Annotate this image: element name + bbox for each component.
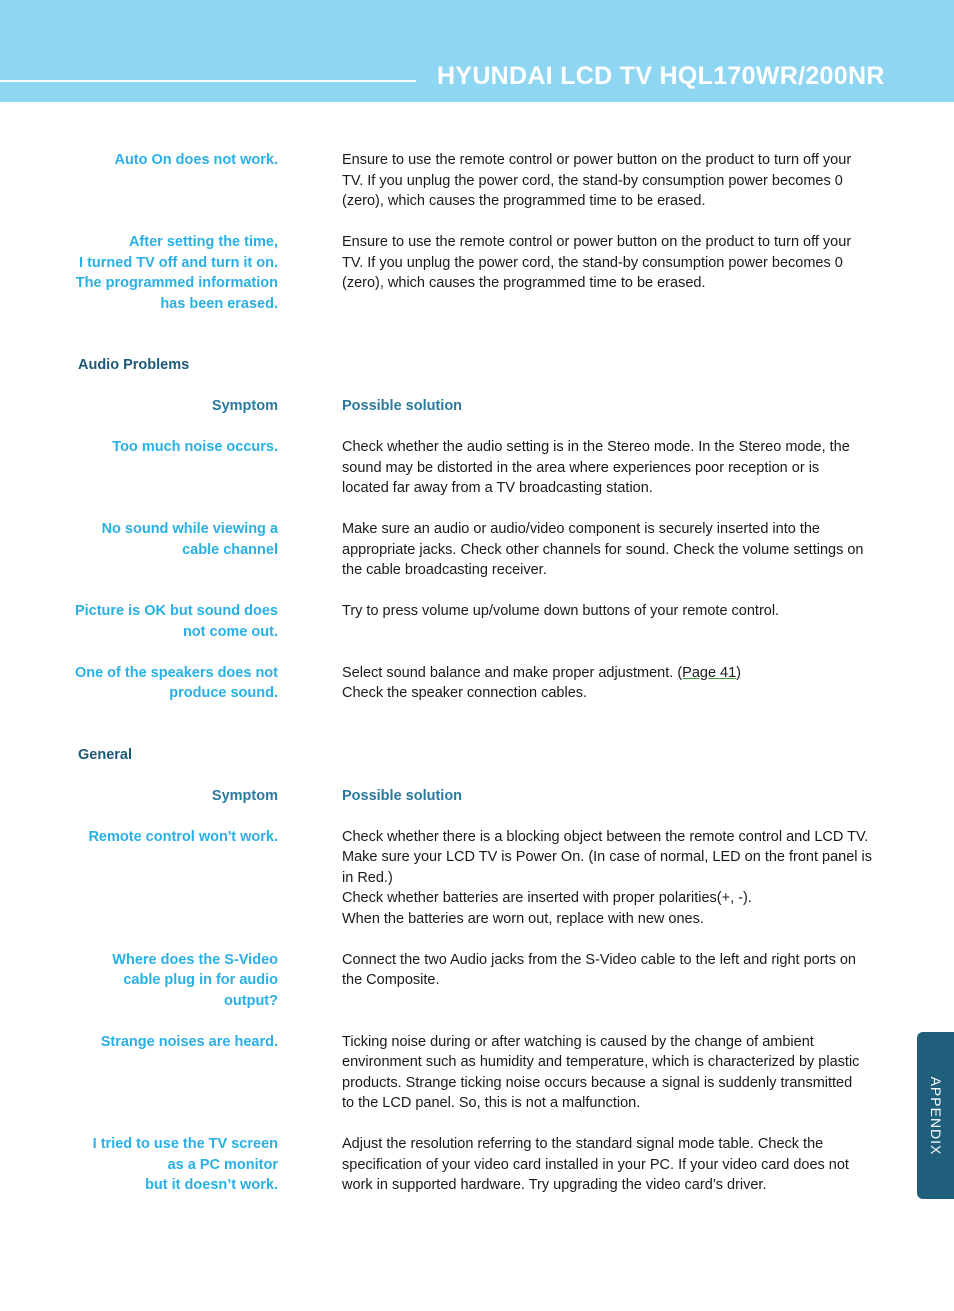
page-title: HYUNDAI LCD TV HQL170WR/200NR (437, 62, 885, 90)
symptom-column-header: Symptom (211, 787, 278, 804)
solution-text: Ticking noise during or after watching is caused by the change of ambient environment such as humidity and temperature, which is characterized by plastic products. Strange ticking noise occurs because a signal is suddenly transmitted to the LCD panel. So, this is not a malfunction. (342, 1033, 860, 1111)
solution-text: Ensure to use the remote control or power button on the product to turn off your TV. If you unplug the power cord, the stand-by consumption power becomes 0 (zero), which causes the programmed time to be erased. (342, 234, 852, 291)
section-title-general: General (78, 746, 132, 763)
table-row (0, 150, 954, 212)
header-rule (0, 80, 416, 82)
table-row (0, 1032, 954, 1114)
symptom-text: I tried to use the TV screen as a PC monitor but it doesn’t work. (92, 1136, 278, 1193)
solution-text: Adjust the resolution referring to the standard signal mode table. Check the specification of your video card installed in your PC. If your video card does not work in supported hardware. Try upgrading the video card’s driver. (342, 1136, 849, 1193)
solution-text: Try to press volume up/volume down buttons of your remote control. (342, 603, 780, 619)
solution-text: Check whether there is a blocking object between the remote control and LCD TV. Make sure your LCD TV is Power On. (In case of normal, LED on the front panel is in Red.) Check whether batteries are inserted with proper polarities(+, -). When the batteries are worn out, replace with new ones. (342, 828, 873, 927)
symptom-text: Remote control won't work. (88, 828, 278, 845)
solution-text: Ensure to use the remote control or power button on the product to turn off your TV. If you unplug the power cord, the stand-by consumption power becomes 0 (zero), which causes the programmed time to be erased. (342, 152, 852, 209)
solution-column-header: Possible solution (342, 787, 463, 804)
symptom-text: One of the speakers does not produce sound. (74, 664, 278, 701)
table-row (0, 601, 954, 642)
table-header (0, 396, 954, 417)
symptom-text: Too much noise occurs. (112, 439, 278, 455)
symptom-text: Auto On does not work. (114, 152, 278, 168)
table-row (0, 1134, 954, 1196)
solution-text: Connect the two Audio jacks from the S-Video cable to the left and right ports on the Composite. (342, 951, 856, 988)
symptom-text: Where does the S-Video cable plug in for audio output? (112, 951, 278, 1009)
solution-text: Make sure an audio or audio/video component is securely inserted into the appropriate jacks. Check other channels for sound. Check the volume settings on the cable broadcasting receiver. (342, 521, 864, 578)
table-row (0, 437, 954, 499)
table-row (0, 663, 954, 704)
section-title-audio: Audio Problems (78, 357, 190, 373)
symptom-text: Picture is OK but sound does not come out. (74, 603, 278, 640)
troubleshooting-content (0, 150, 954, 1196)
solution-text-part: Select sound balance and make proper adjustment. (342, 664, 678, 681)
header-banner (0, 0, 954, 102)
table-row (0, 519, 954, 581)
table-row (0, 950, 954, 1012)
symptom-column-header: Symptom (211, 398, 278, 414)
table-row (0, 232, 954, 314)
solution-column-header: Possible solution (342, 398, 463, 414)
symptom-text: Strange noises are heard. (100, 1033, 278, 1050)
symptom-text: After setting the time, I turned TV off and turn it on. The programmed information has been erased. (75, 234, 278, 312)
solution-text (342, 663, 882, 704)
table-row (0, 827, 954, 930)
solution-text: Check whether the audio setting is in the Stereo mode. In the Stereo mode, the sound may be distorted in the area where experiences poor reception or is located far away from a TV broadcasting station. (342, 439, 850, 496)
appendix-tab-label: APPENDIX (927, 1076, 944, 1155)
page-reference-link[interactable]: (Page 41) (677, 664, 742, 681)
symptom-text: No sound while viewing a cable channel (101, 521, 278, 558)
solution-text-part: Check the speaker connection cables. (342, 685, 588, 701)
table-header (0, 786, 954, 807)
appendix-tab[interactable] (917, 1032, 954, 1199)
